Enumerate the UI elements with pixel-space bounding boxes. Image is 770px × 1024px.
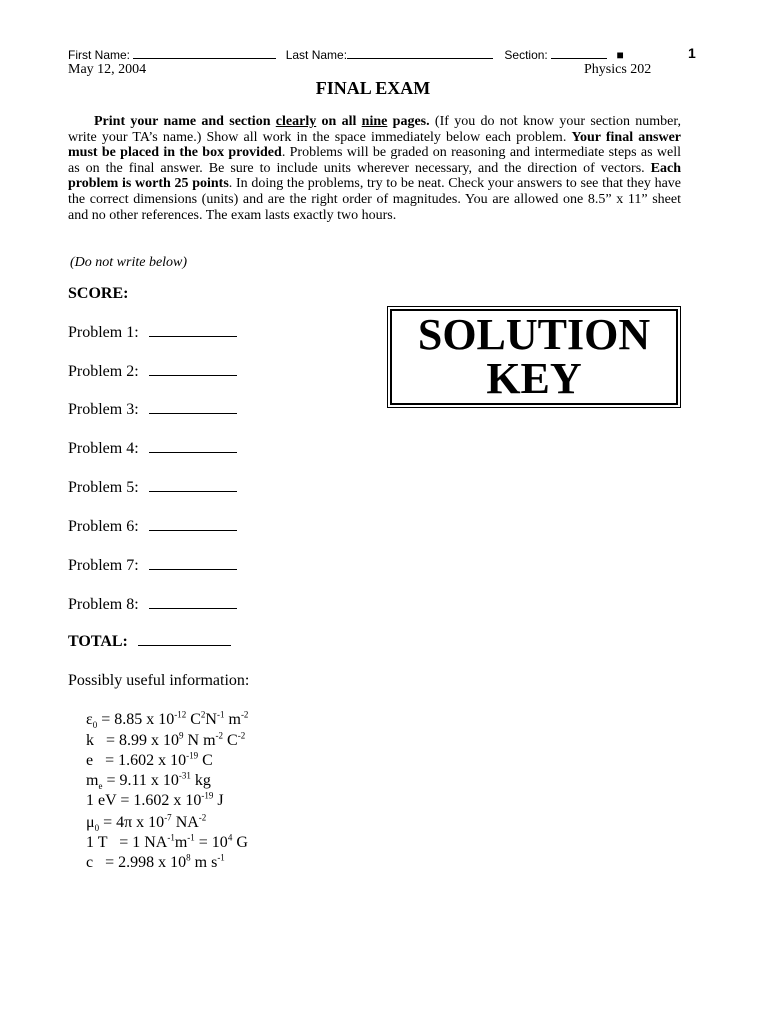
solution-key-line1: SOLUTION	[417, 310, 651, 359]
score-blank	[149, 479, 237, 492]
section-label: Section:	[504, 48, 552, 62]
score-blank	[149, 363, 237, 376]
name-header	[68, 47, 624, 62]
instr-pages: pages.	[387, 114, 430, 129]
score-blank	[149, 440, 237, 453]
problem-label: Problem 4:	[68, 440, 139, 457]
score-blank	[149, 401, 237, 414]
constant-k: k = 8.99 x $10^9$ N $m^{-2}$ $C^{-2}$	[86, 730, 246, 749]
solution-key-line2: KEY	[486, 354, 582, 403]
page-number: 1	[688, 45, 696, 61]
first-name-field	[133, 47, 276, 59]
problem-label: Problem 1:	[68, 324, 139, 341]
problem-row	[68, 363, 237, 381]
exam-date: May 12, 2004	[68, 62, 147, 77]
problem-label: Problem 3:	[68, 401, 139, 418]
total-blank	[138, 633, 231, 646]
last-name-field	[347, 47, 493, 59]
last-name-label: Last Name:	[285, 48, 348, 62]
problem-label: Problem 7:	[68, 557, 139, 574]
constant-epsilon0: $\varepsilon_0 = 8.85$ x $10^{-12}$ $C^2N^{-1}$ $m^{-2}$	[86, 709, 249, 731]
course-name: Physics 202	[584, 62, 652, 77]
problem-row	[68, 401, 237, 419]
problem-row	[68, 479, 237, 497]
score-blank	[149, 518, 237, 531]
total-row	[68, 633, 231, 651]
instr-on-all: on all	[316, 114, 362, 129]
problem-label: Problem 8:	[68, 596, 139, 613]
problem-row	[68, 596, 237, 614]
problem-row	[68, 324, 237, 342]
problem-label: Problem 5:	[68, 479, 139, 496]
instructions-paragraph	[68, 114, 681, 223]
constant-c: c = 2.998 x $10^8$ m $s^{-1}$	[86, 852, 225, 871]
constant-e: e = 1.602 x $10^{-19}$ C	[86, 750, 213, 769]
do-not-write-note: (Do not write below)	[70, 255, 188, 270]
instr-clearly: clearly	[275, 114, 317, 129]
score-label: SCORE:	[68, 285, 129, 302]
constant-tesla: 1 T = 1 $NA^{-1}m^{-1} = 10^4$ G	[86, 832, 248, 851]
page-title: FINAL EXAM	[315, 78, 431, 98]
score-blank	[149, 557, 237, 570]
instr-text-3: . In doing the problems, try to be neat. Check your answers to see that they have the correct dimensions (units) and are the right order of magnitudes. You are allowed one 8.5” x 11” sheet and no other references. The exam lasts exactly two hours.	[68, 176, 682, 223]
instr-bold-1: Print your name and section	[94, 114, 276, 129]
solution-key-box	[387, 306, 681, 408]
problem-label: Problem 2:	[68, 363, 139, 380]
constant-mu0: $\mu_0 = 4\pi$ x $10^{-7}$ $NA^{-2}$	[86, 812, 207, 834]
square-mark-icon: ■	[616, 48, 624, 62]
problem-row	[68, 557, 237, 575]
useful-info-label: Possibly useful information:	[68, 672, 250, 689]
instr-nine: nine	[361, 114, 388, 129]
score-blank	[149, 596, 237, 609]
constant-ev: 1 eV = 1.602 x $10^{-19}$ J	[86, 790, 224, 809]
instr-text-2: . Problems will be graded on reasoning and intermediate steps as well as on the final answer. Be sure to include units wherever necessary, and the direction of vectors.	[68, 145, 681, 176]
instr-bold-3: Each problem is worth 25 points	[68, 160, 681, 192]
constant-me: $m_e = 9.11$ x $10^{-31}$ kg	[86, 770, 211, 792]
instr-text-1: (If you do not know your section number, write your TA’s name.) Show all work in the space immediately below each problem.	[68, 114, 681, 145]
problem-label: Problem 6:	[68, 518, 139, 535]
instr-bold-2: Your final answer must be placed in the box provided	[68, 129, 682, 161]
problem-row	[68, 518, 237, 536]
first-name-label: First Name:	[68, 48, 134, 62]
total-label: TOTAL:	[68, 633, 128, 650]
problem-row	[68, 440, 237, 458]
section-field	[551, 47, 607, 59]
score-blank	[149, 324, 237, 337]
